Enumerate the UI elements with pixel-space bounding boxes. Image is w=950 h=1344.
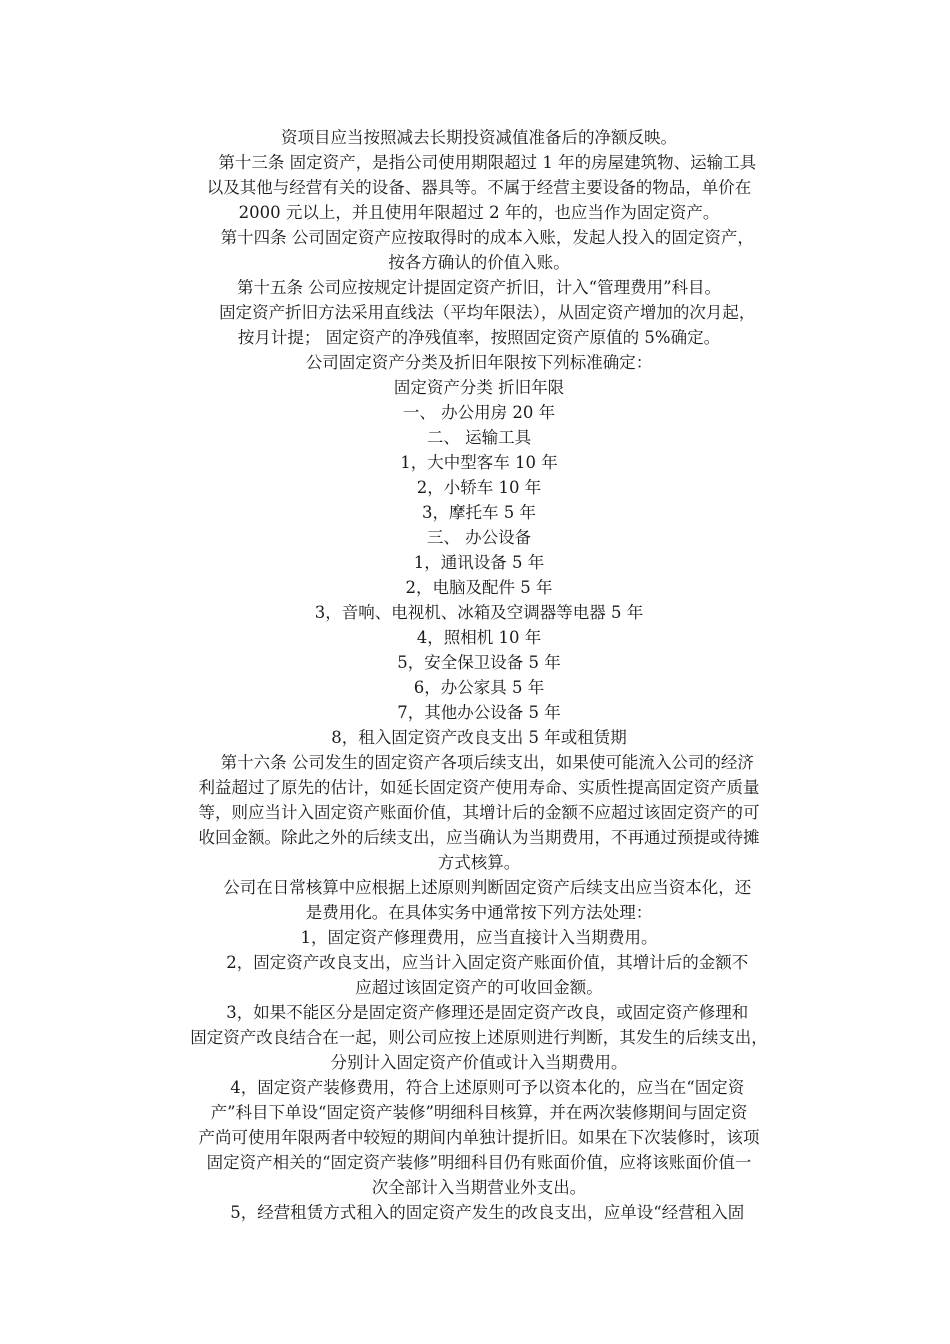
text-line: 方式核算。 bbox=[437, 853, 521, 872]
text-line: 是费用化。在具体实务中通常按下列方法处理： bbox=[305, 903, 653, 922]
text-line: 按月计提； 固定资产的净残值率，按照固定资产原值的 5%确定。 bbox=[237, 328, 721, 347]
text-line: 1，固定资产修理费用，应当直接计入当期费用。 bbox=[300, 928, 658, 947]
table-line: 6，办公家具 5 年 bbox=[413, 678, 545, 697]
table-line: 2，电脑及配件 5 年 bbox=[405, 578, 553, 597]
text-line: 第十四条 公司固定资产应按取得时的成本入账，发起人投入的固定资产， bbox=[204, 228, 754, 247]
text-line: 按各方确认的价值入账。 bbox=[388, 253, 570, 272]
table-line: 1，通讯设备 5 年 bbox=[413, 553, 545, 572]
text-line: 第十三条 固定资产，是指公司使用期限超过 1 年的房屋建筑物、运输工具 bbox=[201, 153, 757, 172]
text-line: 5，经营租赁方式租入的固定资产发生的改良支出，应单设“经营租入固 bbox=[213, 1203, 745, 1222]
text-line: 产尚可使用年限两者中较短的期间内单独计提折旧。如果在下次装修时，该项 bbox=[198, 1128, 760, 1147]
table-line: 一、 办公用房 20 年 bbox=[402, 403, 556, 422]
table-line: 三、 办公设备 bbox=[426, 528, 532, 547]
text-line: 利益超过了原先的估计，如延长固定资产使用寿命、实质性提高固定资产质量 bbox=[198, 778, 760, 797]
table-line: 8，租入固定资产改良支出 5 年或租赁期 bbox=[331, 728, 627, 747]
text-line: 固定资产相关的“固定资产装修”明细科目仍有账面价值，应将该账面价值一 bbox=[206, 1153, 752, 1172]
text-line: 等，则应当计入固定资产账面价值，其增计后的金额不应超过该固定资产的可 bbox=[198, 803, 760, 822]
table-line: 二、 运输工具 bbox=[426, 428, 532, 447]
table-line: 2，小轿车 10 年 bbox=[416, 478, 542, 497]
text-line: 以及其他与经营有关的设备、器具等。不属于经营主要设备的物品，单价在 bbox=[206, 178, 752, 197]
text-line: 2，固定资产改良支出，应当计入固定资产账面价值，其增计后的金额不 bbox=[209, 953, 749, 972]
text-line: 固定资产改良结合在一起，则公司应按上述原则进行判断，其发生的后续支出， bbox=[190, 1028, 768, 1047]
table-line: 3，摩托车 5 年 bbox=[422, 503, 536, 522]
document-page bbox=[148, 125, 810, 1225]
table-line: 7，其他办公设备 5 年 bbox=[397, 703, 561, 722]
text-line: 应超过该固定资产的可收回金额。 bbox=[355, 978, 603, 997]
table-line: 1，大中型客车 10 年 bbox=[400, 453, 558, 472]
text-line: 公司固定资产分类及折旧年限按下列标准确定： bbox=[305, 353, 653, 372]
text-line: 第十六条 公司发生的固定资产各项后续支出，如果使可能流入公司的经济 bbox=[204, 753, 754, 772]
text-line: 分别计入固定资产价值或计入当期费用。 bbox=[330, 1053, 628, 1072]
table-line: 3，音响、电视机、冰箱及空调器等电器 5 年 bbox=[314, 603, 644, 622]
table-line: 4，照相机 10 年 bbox=[416, 628, 542, 647]
text-line: 公司在日常核算中应根据上述原则判断固定资产后续支出应当资本化，还 bbox=[206, 878, 752, 897]
table-line: 5，安全保卫设备 5 年 bbox=[397, 653, 561, 672]
text-line: 4，固定资产装修费用，符合上述原则可予以资本化的，应当在“固定资 bbox=[213, 1078, 745, 1097]
text-line: 次全部计入当期营业外支出。 bbox=[371, 1178, 587, 1197]
text-line: 固定资产折旧方法采用直线法（平均年限法），从固定资产增加的次月起， bbox=[202, 303, 756, 322]
text-line: 资项目应当按照减去长期投资减值准备后的净额反映。 bbox=[281, 128, 677, 147]
text-line: 收回金额。除此之外的后续支出，应当确认为当期费用，不再通过预提或待摊 bbox=[198, 828, 760, 847]
table-header-line: 固定资产分类 折旧年限 bbox=[393, 378, 565, 397]
text-line: 第十五条 公司应按规定计提固定资产折旧，计入“管理费用”科目。 bbox=[236, 278, 722, 297]
text-line: 产”科目下单设“固定资产装修”明细科目核算，并在两次装修期间与固定资 bbox=[210, 1103, 748, 1122]
text-line: 3，如果不能区分是固定资产修理还是固定资产改良，或固定资产修理和 bbox=[209, 1003, 749, 1022]
text-line: 2000 元以上，并且使用年限超过 2 年的，也应当作为固定资产。 bbox=[238, 203, 720, 222]
